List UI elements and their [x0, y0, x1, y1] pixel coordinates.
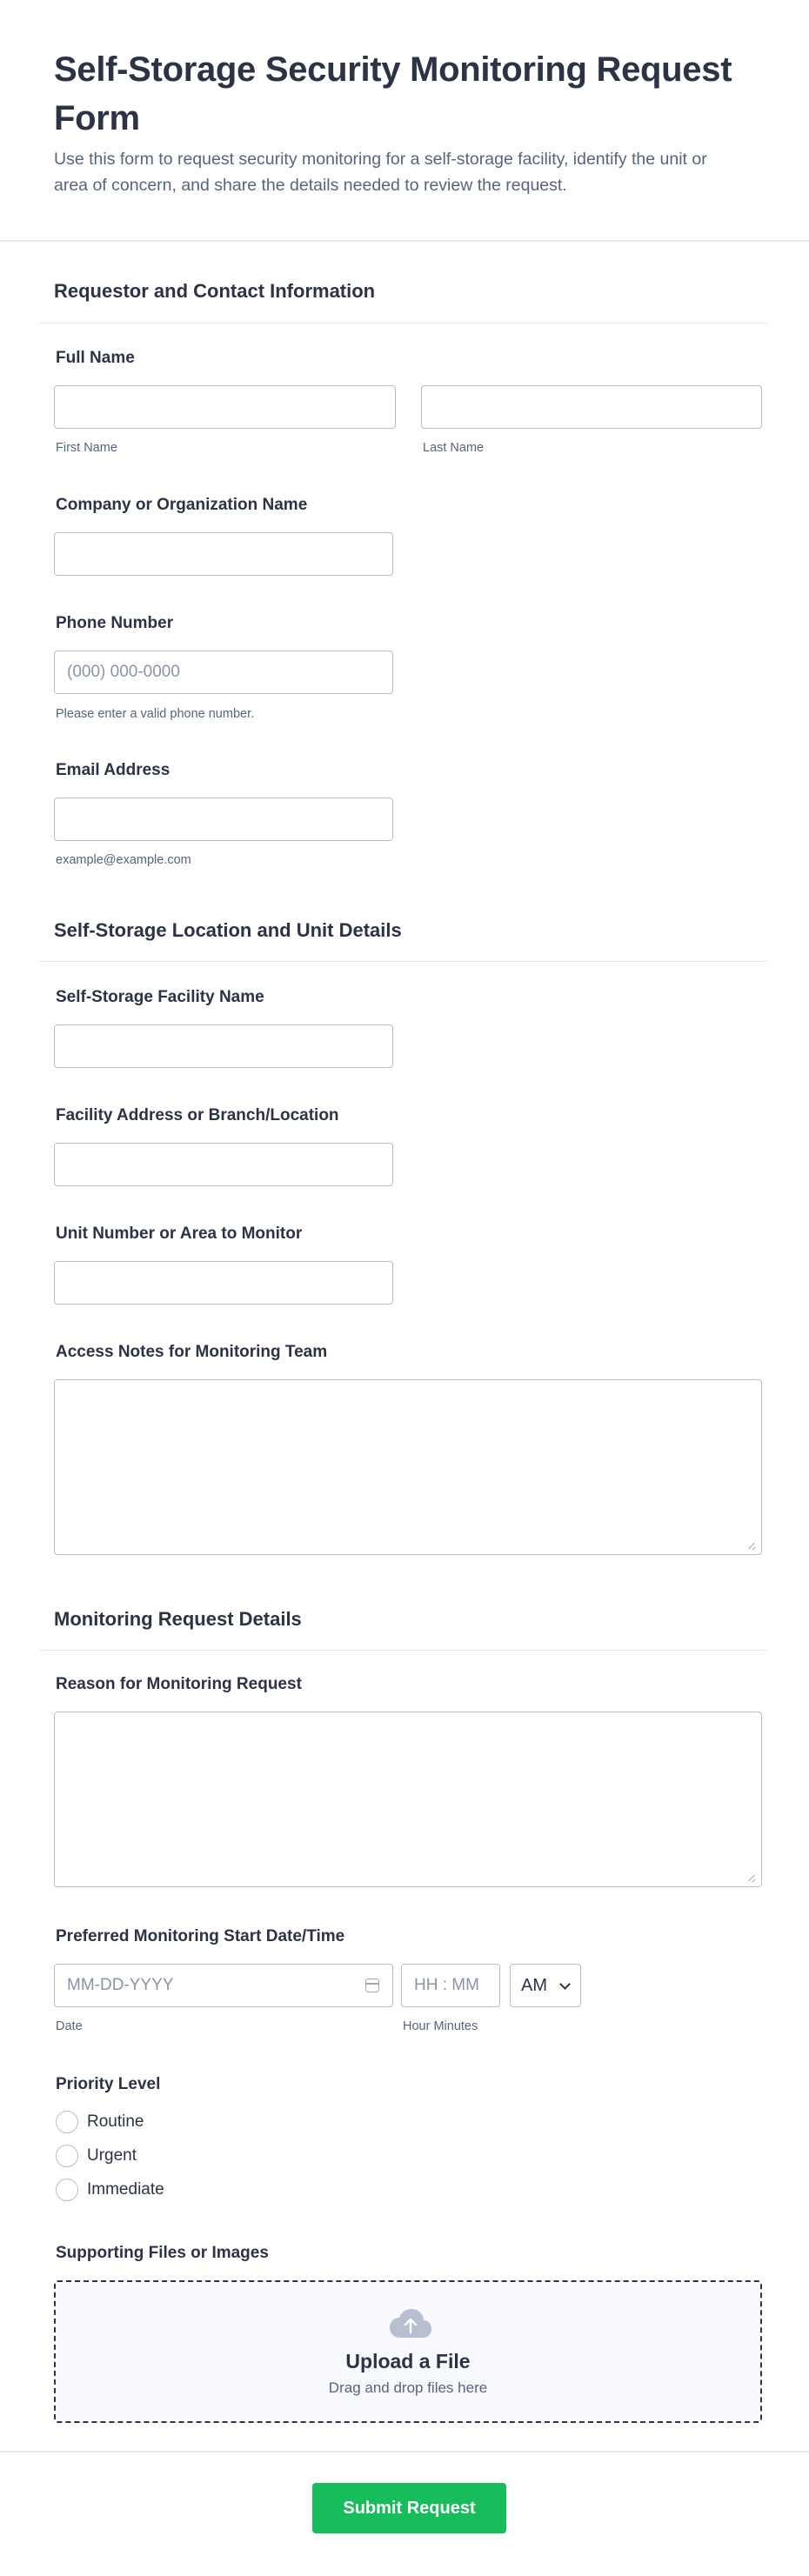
facility-address-label: Facility Address or Branch/Location	[56, 1106, 339, 1124]
section-title-location: Self-Storage Location and Unit Details	[54, 919, 402, 941]
files-label: Supporting Files or Images	[56, 2244, 269, 2262]
date-sublabel: Date	[56, 2019, 83, 2033]
phone-label: Phone Number	[56, 614, 174, 632]
reason-textarea[interactable]	[54, 1712, 762, 1887]
resize-handle-icon[interactable]	[746, 1873, 755, 1882]
submit-button[interactable]: Submit Request	[312, 2483, 506, 2533]
resize-handle-icon[interactable]	[746, 1541, 755, 1550]
facility-name-label: Self-Storage Facility Name	[56, 988, 264, 1006]
ampm-selected-value: AM	[521, 1976, 547, 1995]
calendar-icon[interactable]	[365, 1979, 379, 1992]
first-name-sublabel: First Name	[56, 441, 117, 455]
time-input[interactable]	[401, 1964, 500, 2007]
radio-button[interactable]	[56, 2145, 78, 2167]
unit-number-input[interactable]	[54, 1261, 393, 1305]
phone-input[interactable]	[54, 651, 393, 694]
last-name-input[interactable]	[421, 385, 762, 429]
radio-option-immediate[interactable]	[56, 2178, 164, 2202]
upload-subtitle: Drag and drop files here	[328, 2379, 488, 2396]
form-description: Use this form to request security monitoring for a self-storage facility, identify the unit or area of concern, and share the details needed to review the request.	[54, 150, 707, 195]
first-name-input[interactable]	[54, 385, 396, 429]
priority-label: Priority Level	[56, 2075, 161, 2093]
access-notes-label: Access Notes for Monitoring Team	[56, 1343, 328, 1361]
access-notes-textarea[interactable]	[54, 1379, 762, 1555]
unit-number-label: Unit Number or Area to Monitor	[56, 1225, 303, 1243]
reason-label: Reason for Monitoring Request	[56, 1675, 302, 1693]
email-sublabel: example@example.com	[56, 853, 191, 867]
last-name-sublabel: Last Name	[423, 441, 485, 455]
chevron-down-icon	[559, 1979, 571, 1990]
radio-label: Urgent	[87, 2146, 137, 2165]
form-title: Self-Storage Security Monitoring Request Form	[54, 50, 732, 137]
radio-option-urgent[interactable]	[56, 2144, 137, 2168]
start-datetime-label: Preferred Monitoring Start Date/Time	[56, 1927, 345, 1945]
radio-button[interactable]	[56, 2179, 78, 2201]
radio-button[interactable]	[56, 2111, 78, 2133]
facility-address-input[interactable]	[54, 1143, 393, 1186]
phone-sublabel: Please enter a valid phone number.	[56, 707, 255, 721]
footer-divider	[0, 2451, 809, 2453]
ampm-select[interactable]	[510, 1964, 581, 2007]
company-input[interactable]	[54, 532, 393, 576]
section-title-details: Monitoring Request Details	[54, 1608, 302, 1630]
full-name-label: Full Name	[56, 349, 135, 367]
company-label: Company or Organization Name	[56, 496, 308, 514]
time-sublabel: Hour Minutes	[403, 2019, 478, 2033]
section-divider	[40, 323, 767, 324]
cloud-upload-icon	[389, 2308, 432, 2339]
section-title-requestor: Requestor and Contact Information	[54, 280, 376, 302]
upload-title: Upload a File	[345, 2350, 471, 2372]
file-upload-dropzone[interactable]	[54, 2280, 762, 2423]
radio-label: Routine	[87, 2112, 144, 2131]
radio-label: Immediate	[87, 2180, 164, 2199]
email-input[interactable]	[54, 797, 393, 841]
email-label: Email Address	[56, 761, 170, 779]
facility-name-input[interactable]	[54, 1024, 393, 1068]
section-divider	[40, 961, 767, 962]
radio-option-routine[interactable]	[56, 2110, 144, 2134]
section-divider	[40, 1650, 767, 1651]
date-input[interactable]	[54, 1964, 393, 2007]
form-header	[0, 0, 809, 242]
